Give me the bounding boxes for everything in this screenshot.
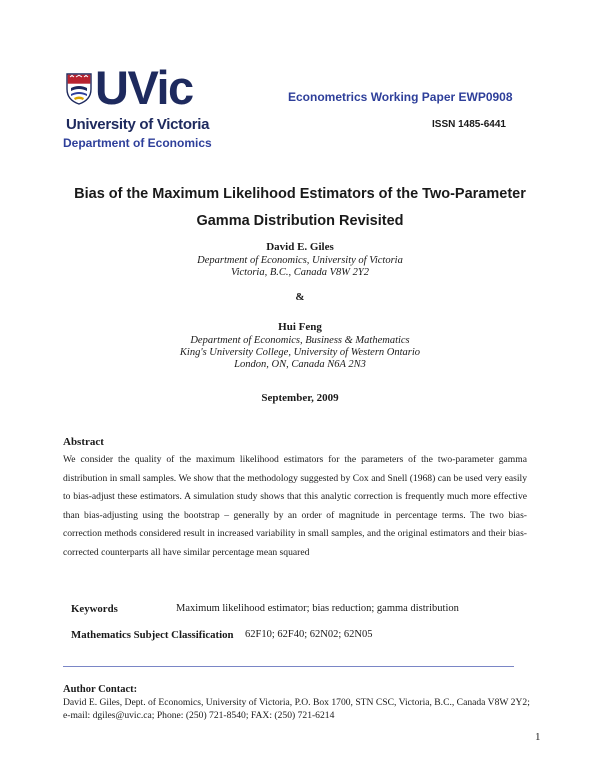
footer-divider: [63, 666, 514, 667]
author-2-address: London, ON, Canada N6A 2N3: [234, 359, 366, 370]
paper-title: [0, 181, 600, 235]
msc-value: 62F10; 62F40; 62N02; 62N05: [245, 629, 373, 640]
publication-date: September, 2009: [261, 392, 339, 404]
uvic-crest-logo: [66, 73, 92, 105]
abstract-text: We consider the quality of the maximum likelihood estimators for the parameters of the two-parameter gamma distribution in small samples. We show that the methodology suggested by Cox and Snell (1968) can be used very easily to bias-adjust these estimators. A simulation study shows that this analytic correction is frequently much more effective than bias-adjusting using the bootstrap – generally by an order of magnitude in percentage terms. The two bias-correction methods considered result in increased variability in small samples, and the original estimators and their bias-corrected counterparts all have similar percentage mean squared: [63, 454, 527, 558]
page-number: 1: [535, 731, 541, 743]
author-2-affiliation: Department of Economics, Business & Mathematics: [190, 335, 410, 346]
author-1-address: Victoria, B.C., Canada V8W 2Y2: [230, 267, 370, 278]
issn-number: ISSN 1485-6441: [432, 119, 506, 130]
author-1-affiliation: Department of Economics, University of Victoria: [197, 255, 403, 266]
author-2-institution: King's University College, University of Western Ontario: [179, 347, 421, 358]
title-line-1: Bias of the Maximum Likelihood Estimators of the Two-Parameter: [74, 186, 526, 202]
author-2-name: Hui Feng: [278, 321, 322, 333]
keywords-label: Keywords: [71, 603, 118, 615]
title-line-2: Gamma Distribution Revisited: [196, 213, 404, 229]
university-name: University of Victoria: [66, 116, 210, 133]
working-paper-number: Econometrics Working Paper EWP0908: [288, 90, 513, 104]
author-contact-heading: Author Contact:: [63, 684, 138, 695]
abstract-heading: Abstract: [63, 436, 104, 448]
author-1-name: David E. Giles: [266, 241, 334, 253]
department-name: Department of Economics: [63, 136, 212, 150]
uvic-wordmark: UVic: [95, 61, 193, 114]
keywords-value: Maximum likelihood estimator; bias reduction; gamma distribution: [176, 603, 459, 614]
msc-label: Mathematics Subject Classification: [71, 629, 234, 641]
author-separator: &: [295, 291, 305, 303]
author-contact-text: David E. Giles, Dept. of Economics, University of Victoria, P.O. Box 1700, STN CSC, Victoria, B.C., Canada V8W 2Y2; e-mail: dgiles@uvic.ca; Phone: (250) 721-8540; FAX: (250) 721-6214: [63, 697, 530, 721]
